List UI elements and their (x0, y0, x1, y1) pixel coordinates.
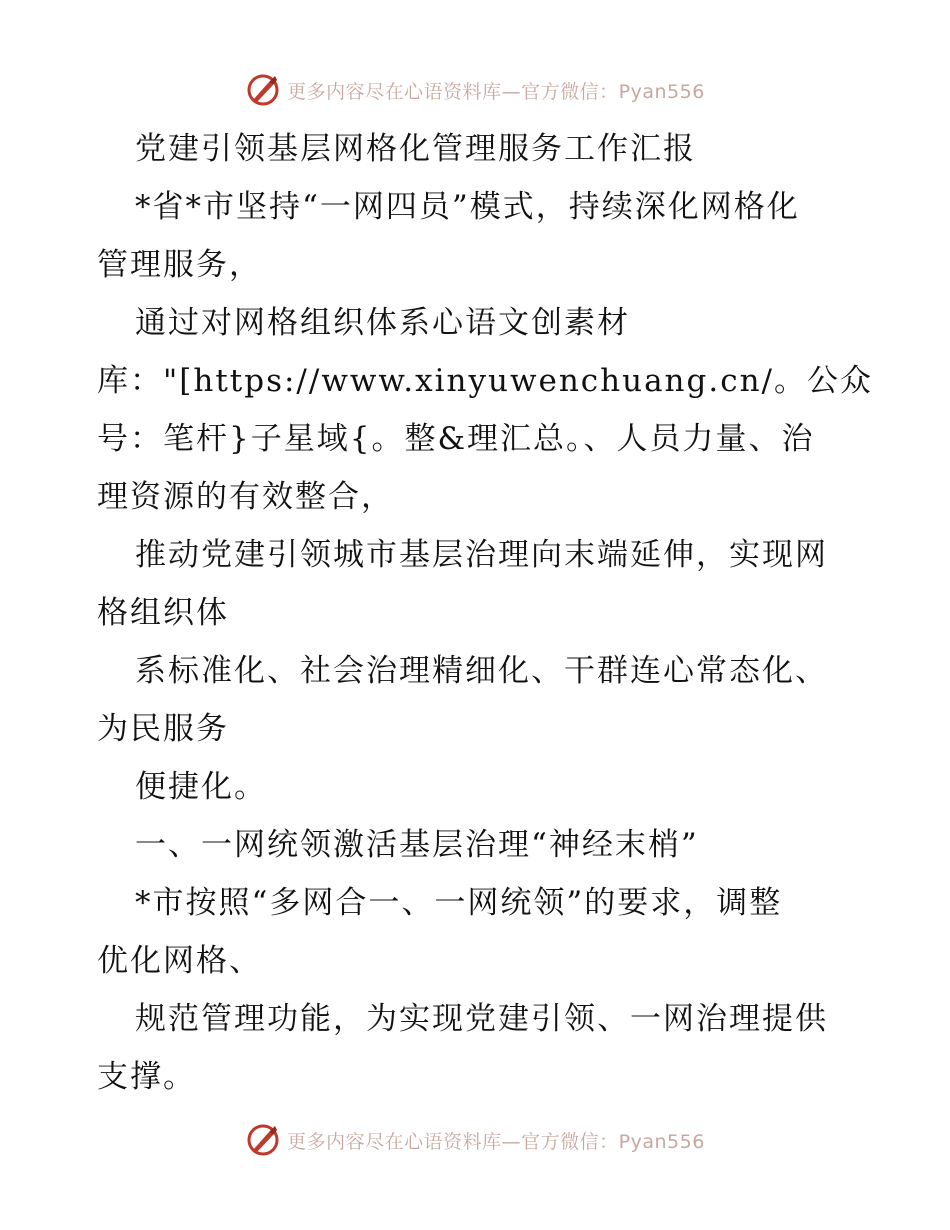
text-line: *省*市坚持“一网四员”模式，持续深化网格化 (135, 189, 800, 225)
text-line: 理资源的有效整合， (97, 479, 394, 515)
banner-text: 更多内容尽在心语资料库—官方微信：Pyan556 (287, 80, 705, 103)
pen-logo-icon (245, 1122, 281, 1158)
text-line: 党建引领基层网格化管理服务工作汇报 (135, 131, 696, 167)
text-line: 便捷化。 (135, 769, 267, 805)
pen-logo-icon (245, 72, 281, 108)
banner-text: 更多内容尽在心语资料库—官方微信：Pyan556 (287, 1130, 705, 1153)
text-line: 一、一网统领激活基层治理“神经末梢” (135, 827, 699, 863)
text-line: 库："[https://www.xinyuwenchuang.cn/。公众 (97, 363, 873, 399)
text-line: 通过对网格组织体系心语文创素材 (135, 305, 630, 341)
text-line: 格组织体 (97, 595, 229, 631)
text-line: 推动党建引领城市基层治理向末端延伸，实现网 (135, 537, 828, 573)
text-line: 支撑。 (97, 1059, 196, 1095)
header-banner (0, 70, 950, 110)
text-line: *市按照“多网合一、一网统领”的要求，调整 (135, 885, 783, 921)
text-line: 管理服务， (97, 247, 262, 283)
footer-banner (0, 1120, 950, 1160)
document-body (97, 120, 873, 1106)
text-line: 系标准化、社会治理精细化、干群连心常态化、 (135, 653, 828, 689)
text-line: 规范管理功能，为实现党建引领、一网治理提供 (135, 1001, 828, 1037)
text-line: 号：笔杆}子星域{。整&理汇总。、人员力量、治 (97, 421, 815, 457)
text-line: 为民服务 (97, 711, 229, 747)
text-line: 优化网格、 (97, 943, 262, 979)
